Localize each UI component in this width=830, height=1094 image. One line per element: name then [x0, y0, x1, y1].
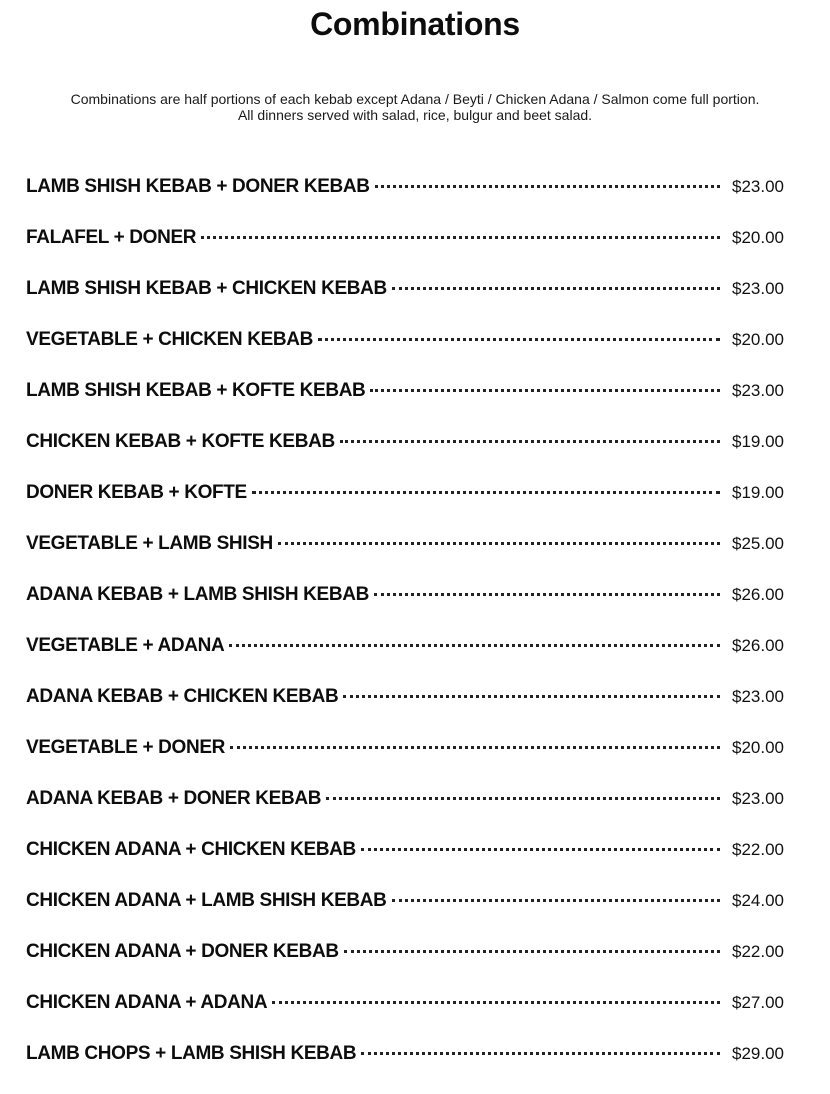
intro-line-sides: All dinners served with salad, rice, bulgur and beet salad. [237, 107, 593, 123]
dot-leader [326, 797, 720, 800]
menu-item-price: $20.00 [732, 738, 784, 757]
menu-item-name: CHICKEN ADANA + DONER KEBAB [26, 941, 339, 962]
menu-item [26, 737, 784, 788]
menu-item-name: CHICKEN KEBAB + KOFTE KEBAB [26, 431, 335, 452]
menu-item-name: LAMB CHOPS + LAMB SHISH KEBAB [26, 1043, 357, 1064]
menu-item-name: CHICKEN ADANA + ADANA [26, 992, 268, 1013]
menu-item-name: ADANA KEBAB + LAMB SHISH KEBAB [26, 584, 369, 605]
dot-leader [370, 389, 720, 392]
menu-item-name: VEGETABLE + CHICKEN KEBAB [26, 329, 314, 350]
dot-leader [392, 899, 720, 902]
dot-leader [343, 695, 720, 698]
dot-leader [361, 848, 720, 851]
menu-item-price: $22.00 [732, 840, 784, 859]
menu-item [26, 941, 784, 992]
menu-item-price: $23.00 [732, 687, 784, 706]
menu-item-price: $25.00 [732, 534, 784, 553]
menu-item [26, 329, 784, 380]
menu-item-price: $19.00 [732, 432, 784, 451]
menu-item-price: $20.00 [732, 330, 784, 349]
menu-item [26, 635, 784, 686]
menu-item [26, 839, 784, 890]
menu-item [26, 1043, 784, 1094]
menu-item [26, 584, 784, 635]
menu-item-price: $23.00 [732, 381, 784, 400]
combinations-menu-list [26, 176, 784, 1094]
dot-leader [272, 1001, 720, 1004]
menu-item [26, 431, 784, 482]
menu-item-price: $26.00 [732, 636, 784, 655]
menu-item-name: VEGETABLE + ADANA [26, 635, 225, 656]
dot-leader [392, 287, 720, 290]
menu-item-name: LAMB SHISH KEBAB + CHICKEN KEBAB [26, 278, 387, 299]
menu-item-price: $23.00 [732, 177, 784, 196]
menu-item-name: ADANA KEBAB + CHICKEN KEBAB [26, 686, 339, 707]
dot-leader [318, 338, 720, 341]
menu-item [26, 227, 784, 278]
intro-text [0, 91, 830, 123]
menu-item-price: $26.00 [732, 585, 784, 604]
menu-item-name: FALAFEL + DONER [26, 227, 197, 248]
dot-leader [340, 440, 720, 443]
menu-item [26, 992, 784, 1043]
dot-leader [344, 950, 720, 953]
dot-leader [278, 542, 720, 545]
menu-item-price: $27.00 [732, 993, 784, 1012]
menu-item [26, 176, 784, 227]
dot-leader [229, 644, 720, 647]
menu-item-price: $22.00 [732, 942, 784, 961]
page-title: Combinations [310, 6, 520, 42]
menu-item-price: $19.00 [732, 483, 784, 502]
menu-item-name: LAMB SHISH KEBAB + DONER KEBAB [26, 176, 370, 197]
menu-item-price: $23.00 [732, 279, 784, 298]
menu-item [26, 278, 784, 329]
dot-leader [374, 593, 720, 596]
menu-item [26, 533, 784, 584]
menu-item [26, 890, 784, 941]
menu-item [26, 788, 784, 839]
menu-item-name: CHICKEN ADANA + LAMB SHISH KEBAB [26, 890, 387, 911]
menu-item [26, 380, 784, 431]
dot-leader [252, 491, 720, 494]
menu-item-name: ADANA KEBAB + DONER KEBAB [26, 788, 322, 809]
menu-item-price: $24.00 [732, 891, 784, 910]
dot-leader [375, 185, 720, 188]
menu-item-price: $23.00 [732, 789, 784, 808]
menu-item [26, 482, 784, 533]
dot-leader [230, 746, 720, 749]
menu-item-name: VEGETABLE + LAMB SHISH [26, 533, 273, 554]
menu-item-name: DONER KEBAB + KOFTE [26, 482, 247, 503]
menu-item-price: $29.00 [732, 1044, 784, 1063]
menu-item-name: CHICKEN ADANA + CHICKEN KEBAB [26, 839, 356, 860]
intro-line-portions: Combinations are half portions of each kebab except Adana / Beyti / Chicken Adana / Salmon come full portion. [70, 91, 760, 107]
menu-item-price: $20.00 [732, 228, 784, 247]
menu-item-name: LAMB SHISH KEBAB + KOFTE KEBAB [26, 380, 366, 401]
menu-item [26, 686, 784, 737]
menu-item-name: VEGETABLE + DONER [26, 737, 226, 758]
dot-leader [361, 1052, 720, 1055]
dot-leader [201, 236, 720, 239]
